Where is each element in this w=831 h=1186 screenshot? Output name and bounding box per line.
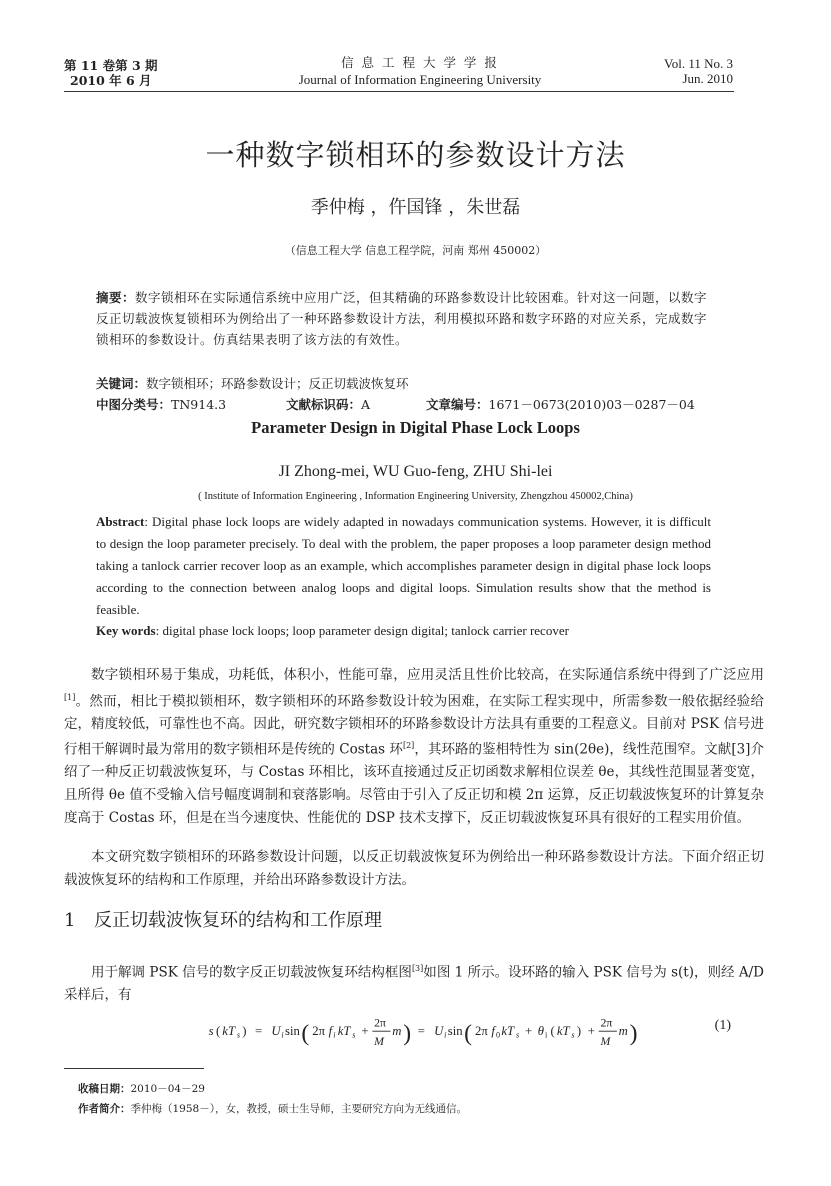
svg-text:0: 0 (495, 1030, 501, 1040)
svg-text:+: + (361, 1023, 369, 1038)
svg-text:2π: 2π (374, 1015, 386, 1030)
keywords-en-label: Key words (96, 623, 156, 638)
date-cn: 2010 年 6 月 (70, 73, 152, 88)
svg-text:i: i (444, 1030, 447, 1040)
svg-text:(: ( (464, 1020, 473, 1047)
received-label: 收稿日期： (78, 1083, 131, 1095)
svg-text:2π: 2π (475, 1023, 488, 1038)
section-title: 反正切载波恢复环的结构和工作原理 (94, 910, 382, 931)
abstract-en-text: : Digital phase lock loops are widely adapted in nowadays communication systems. However, it is difficult to design the loop parameter precisely. To deal with the problem, the paper proposes a loop parameter design method taking a tanlock carrier recover loop as an example, which accomplishes parameter design in digital phase lock loops according to the connection between analog loops and digital loops. Simulation results show that the method is feasible. (96, 514, 711, 617)
svg-text:s: s (571, 1030, 575, 1040)
citation-2: [2] (402, 741, 415, 751)
svg-text:): ) (403, 1020, 412, 1047)
journal-name-cn: 信 息 工 程 大 学 学 报 (341, 55, 499, 70)
svg-text:): ) (576, 1023, 582, 1038)
svg-text:M: M (600, 1033, 611, 1048)
svg-text:=: = (417, 1023, 425, 1038)
abstract-en-label: Abstract (96, 514, 145, 529)
svg-text:2π: 2π (600, 1015, 613, 1030)
volume-cn: 第 11 卷第 3 期 (64, 58, 158, 73)
svg-text:kT: kT (337, 1023, 351, 1038)
keywords-en-text: : digital phase lock loops; loop parameter design digital; tanlock carrier recover (155, 623, 569, 638)
p1-part-c: ，其环路的鉴相特性为 sin(2θe)，线性范围窄。文献[3]介绍了一种反正切载波恢复环，与 Costas 环相比，该环直接通过反正切函数求解相位误差 θe，其线性范围显著变宽，且所得 θe 值不受输入信号幅度调制和衰落影响。尽管由于引入了反正切和模 2π 运算，反正切载波恢复环的计算复杂度高于 Costas 环，但是在当今速度快、性能优的 DSP 技术支撑下，反正切载波恢复环具有很好的工程实用价值。 (64, 741, 764, 826)
affiliation-en: ( Institute of Information Engineering , Information Engineering University, Zhengzhou 450002,China) (198, 491, 633, 502)
svg-text:m: m (618, 1023, 628, 1038)
svg-text:s: s (208, 1023, 214, 1038)
p1-part-a: 数字锁相环易于集成，功耗低，体积小，性能可靠，应用灵活且性价比较高，在实际通信系统中得到了广泛应用 (91, 667, 764, 683)
clc (96, 394, 286, 415)
authors-cn: 季仲梅 ，仵国锋 ，朱世磊 (310, 197, 521, 218)
abstract-en (96, 511, 711, 621)
svg-text:(: ( (301, 1020, 310, 1047)
svg-text:U: U (434, 1023, 444, 1038)
doc-code (286, 394, 426, 415)
article-number (426, 394, 695, 415)
svg-text:kT: kT (222, 1023, 236, 1038)
paper-title-cn: 一种数字锁相环的参数设计方法 (205, 138, 626, 172)
svg-text:): ) (629, 1020, 638, 1047)
svg-text:M: M (374, 1033, 384, 1048)
svg-text:sin: sin (447, 1023, 463, 1038)
svg-text:s: s (236, 1030, 241, 1040)
svg-text:i: i (281, 1030, 284, 1040)
classification-line (96, 394, 711, 415)
svg-text:m: m (392, 1023, 402, 1038)
svg-text:(: ( (550, 1023, 555, 1038)
volume-en: Vol. 11 No. 3 (664, 56, 733, 71)
svg-text:i: i (545, 1030, 548, 1040)
citation-1: [1] (64, 692, 76, 702)
keywords-en (96, 620, 711, 642)
body-paragraph-1 (64, 664, 764, 829)
svg-text:): ) (242, 1023, 247, 1038)
footnote-received (78, 1080, 205, 1098)
issue-info-cn (64, 58, 158, 88)
section-number: 1 (64, 910, 76, 931)
journal-name (240, 54, 600, 88)
footnote-rule (64, 1068, 204, 1069)
doc-label: 文献标识码： (286, 397, 362, 412)
body-paragraph-3 (64, 958, 764, 1007)
abstract-cn-text: 数字锁相环在实际通信系统中应用广泛，但其精确的环路参数设计比较困难。针对这一问题，以数字反正切载波恢复锁相环为例给出了一种环路参数设计方法，利用模拟环路和数字环路的对应关系，完成数字锁相环的参数设计。仿真结果表明了该方法的有效性。 (96, 290, 708, 347)
abstract-cn (96, 287, 711, 350)
journal-name-en: Journal of Information Engineering University (298, 72, 542, 87)
equation-number: (1) (714, 1018, 731, 1033)
keywords-cn-text: 数字锁相环；环路参数设计；反正切载波恢复环 (146, 376, 409, 391)
svg-text:f: f (491, 1023, 495, 1038)
author-bio: 季仲梅（1958－），女，教授，硕士生导师，主要研究方向为无线通信。 (130, 1103, 467, 1115)
authors-en: JI Zhong-mei, WU Guo-feng, ZHU Shi-lei (278, 463, 553, 480)
affiliation-cn: （信息工程大学 信息工程学院，河南 郑州 450002） (284, 244, 547, 257)
clc-label: 中图分类号： (96, 397, 172, 412)
svg-text:sin: sin (285, 1023, 300, 1038)
author-bio-label: 作者简介： (78, 1103, 131, 1115)
svg-text:+: + (525, 1023, 533, 1038)
issue-info-en (664, 56, 733, 86)
p1-part-b: 。然而，相比于模拟锁相环，数字锁相环的环路参数设计较为困难，在实际工程实现中，所需参数一般依据经验给定，精度较低，可靠性也不高。因此，研究数字锁相环的环路参数设计方法具有重要的工程意义。目前对 PSK 信号进行相干解调时最为常用的数字锁相环是传统的 Costas 环 (64, 693, 764, 758)
received-date: 2010－04－29 (130, 1083, 205, 1095)
svg-text:2π: 2π (312, 1023, 326, 1038)
footnote-author (78, 1100, 467, 1118)
svg-text:(: ( (215, 1023, 221, 1038)
clc-value: TN914.3 (171, 397, 227, 412)
body-paragraph-2: 本文研究数字锁相环的环路参数设计问题，以反正切载波恢复环为例给出一种环路参数设计方法。下面介绍正切载波恢复环的结构和工作原理，并给出环路参数设计方法。 (64, 849, 764, 888)
keywords-cn-label: 关键词： (96, 376, 147, 391)
keywords-cn (96, 373, 711, 394)
doc-value: A (361, 397, 371, 412)
svg-text:kT: kT (556, 1023, 570, 1038)
section-heading-1 (64, 906, 382, 932)
svg-text:f: f (328, 1023, 333, 1038)
svg-text:=: = (255, 1023, 263, 1038)
svg-text:θ: θ (537, 1023, 545, 1038)
article-label: 文章编号： (426, 397, 489, 412)
paper-title-en: Parameter Design in Digital Phase Lock Loops (251, 418, 580, 437)
svg-text:kT: kT (501, 1023, 515, 1038)
svg-text:U: U (271, 1023, 281, 1038)
date-en: Jun. 2010 (682, 71, 733, 86)
meta-block (96, 373, 711, 415)
p3-part-a: 用于解调 PSK 信号的数字反正切载波恢复环结构框图 (91, 964, 412, 981)
header-rule (64, 91, 734, 92)
svg-text:+: + (587, 1023, 595, 1038)
svg-text:i: i (333, 1030, 336, 1040)
citation-3: [3] (411, 964, 424, 973)
p3-part-b: 如图 1 所示。设环路的输入 PSK 信号为 s(t)，则经 A/D 采样后，有 (64, 964, 765, 1004)
svg-text:s: s (352, 1030, 356, 1040)
equation-1 (0, 1013, 831, 1053)
abstract-cn-label: 摘要： (96, 290, 136, 305)
article-value: 1671－0673(2010)03－0287－04 (488, 397, 695, 412)
svg-text:s: s (515, 1030, 520, 1040)
